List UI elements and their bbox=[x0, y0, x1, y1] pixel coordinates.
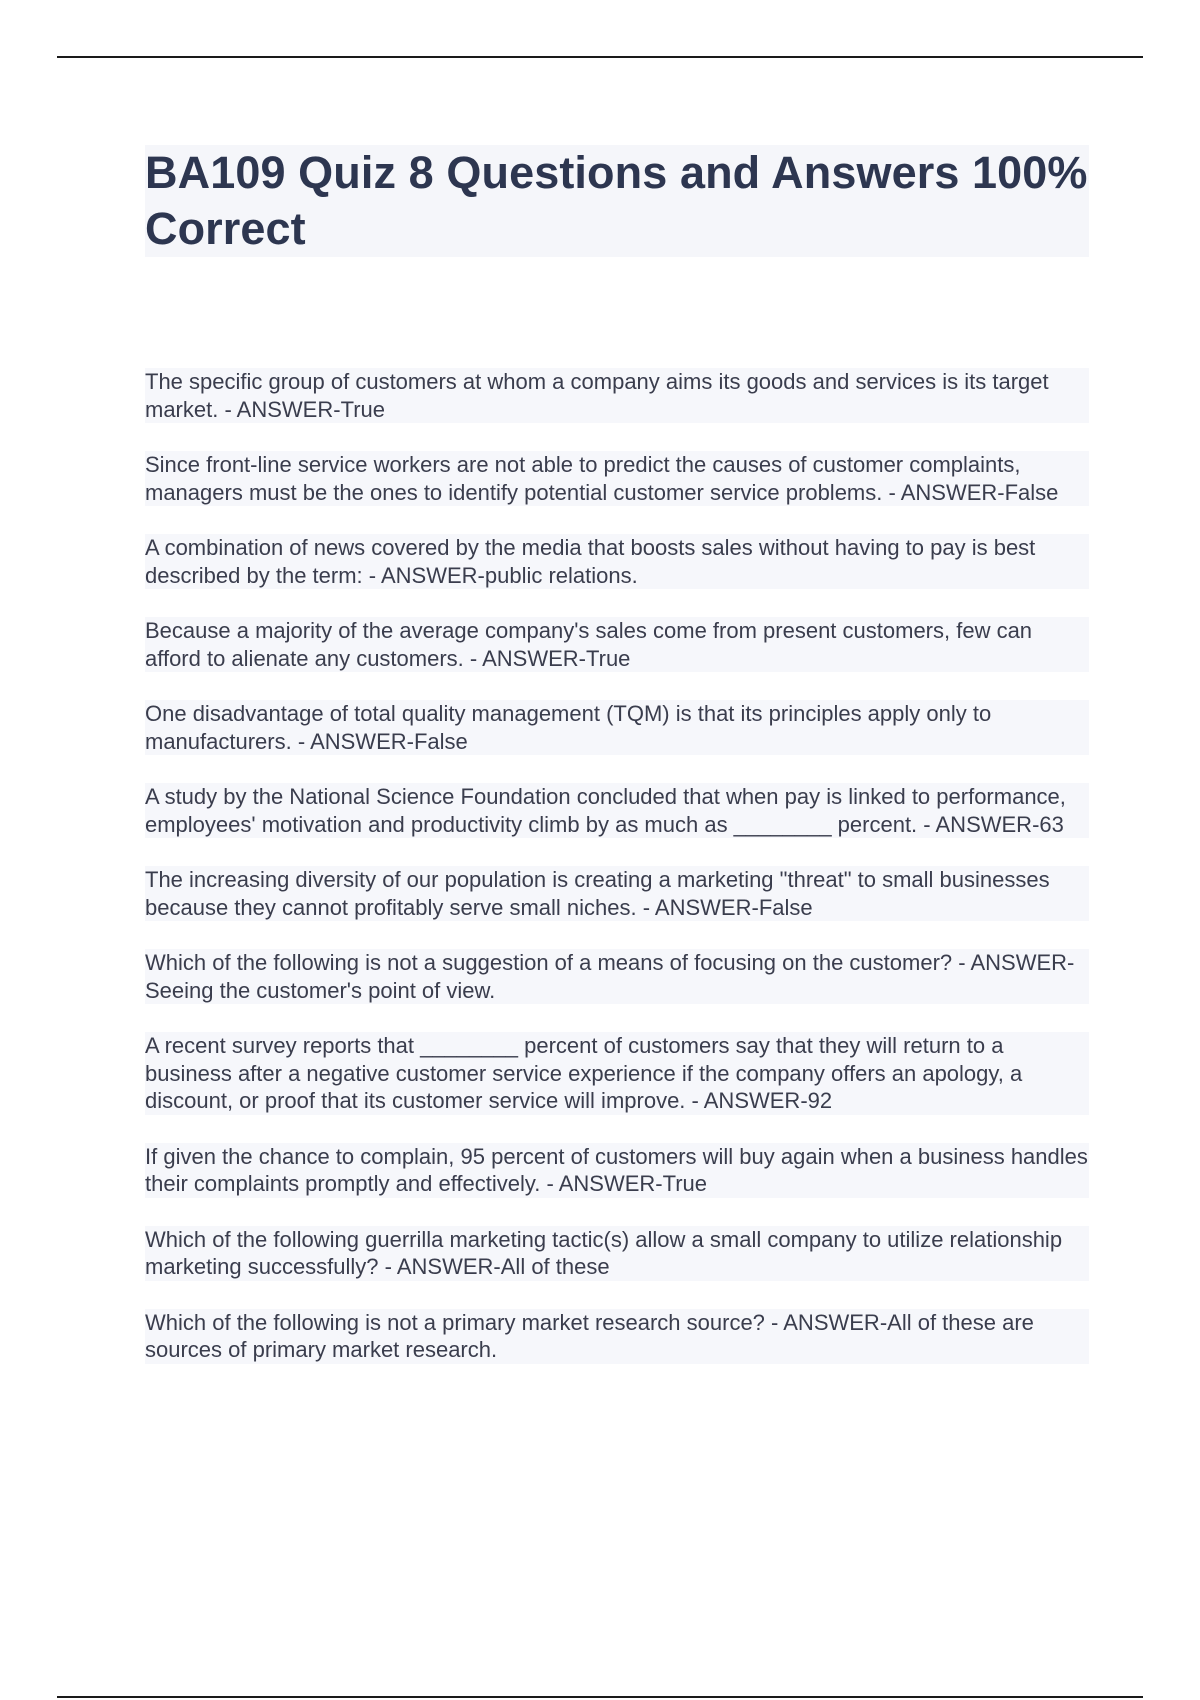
qa-item: A recent survey reports that ________ percent of customers say that they will return to a business after a negative customer service experience if the company offers an apology, a discount, or proof that its customer service will improve. - ANSWER-92 bbox=[145, 1032, 1089, 1115]
bottom-rule bbox=[57, 1696, 1143, 1698]
qa-item: If given the chance to complain, 95 percent of customers will buy again when a business handles their complaints promptly and effectively. - ANSWER-True bbox=[145, 1143, 1088, 1196]
document-title: BA109 Quiz 8 Questions and Answers 100% Correct bbox=[145, 147, 1088, 254]
qa-item: A study by the National Science Foundation concluded that when pay is linked to performance, employees' motivation and productivity climb by as much as ________ percent. - ANSWER-63 bbox=[145, 783, 1089, 838]
top-rule bbox=[57, 56, 1143, 58]
qa-item: Since front-line service workers are not able to predict the causes of customer complaints, managers must be the ones to identify potential customer service problems. - ANSWER-False bbox=[145, 451, 1089, 506]
qa-item: The increasing diversity of our population is creating a marketing "threat" to small businesses because they cannot profitably serve small niches. - ANSWER-False bbox=[145, 866, 1089, 921]
qa-item: One disadvantage of total quality management (TQM) is that its principles apply only to manufacturers. - ANSWER-False bbox=[145, 700, 1089, 755]
qa-item: Because a majority of the average company's sales come from present customers, few can afford to alienate any customers. - ANSWER-True bbox=[145, 617, 1089, 672]
qa-item: A combination of news covered by the media that boosts sales without having to pay is best described by the term: - ANSWER-public relations. bbox=[145, 534, 1089, 589]
qa-item: Which of the following is not a primary market research source? - ANSWER-All of these are sources of primary market research. bbox=[145, 1309, 1089, 1364]
qa-item: Which of the following is not a suggestion of a means of focusing on the customer? - ANSWER-Seeing the customer's point of view. bbox=[145, 949, 1089, 1004]
title-box bbox=[145, 145, 1089, 257]
qa-item: Which of the following guerrilla marketing tactic(s) allow a small company to utilize relationship marketing successfully? - ANSWER-All of these bbox=[145, 1226, 1089, 1281]
qa-list bbox=[145, 368, 1089, 1392]
qa-item: The specific group of customers at whom a company aims its goods and services is its target market. - ANSWER-True bbox=[145, 368, 1089, 423]
